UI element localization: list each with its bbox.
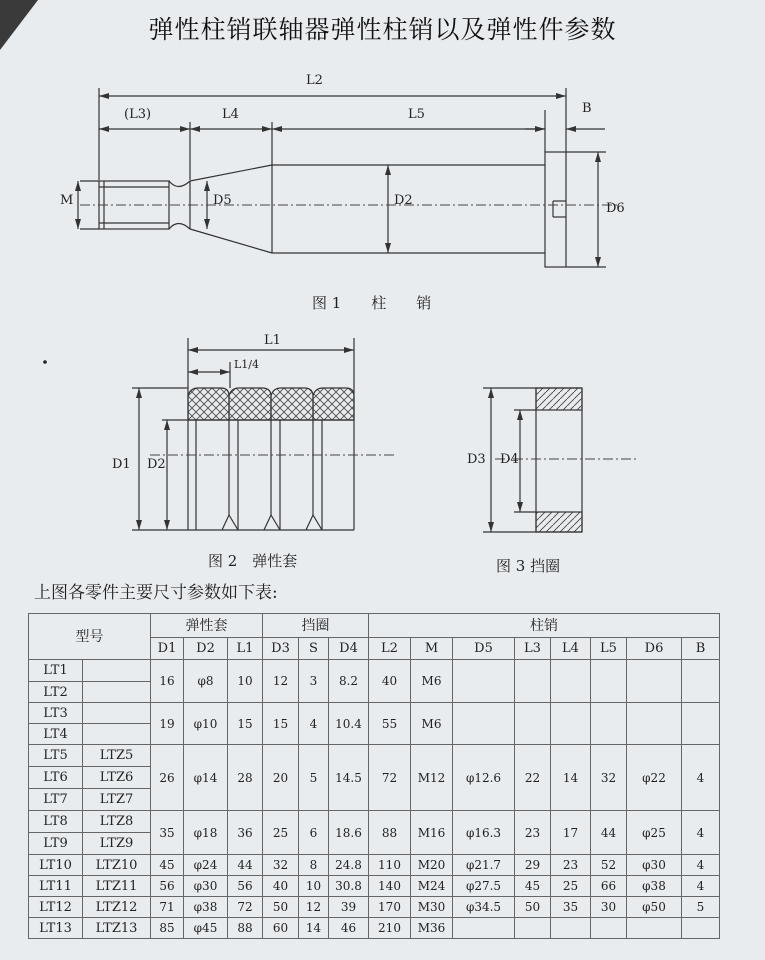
cell-d1: 35 xyxy=(151,811,184,855)
cell-d2: φ8 xyxy=(184,660,228,703)
cell-d6 xyxy=(627,703,682,745)
cell-d6: φ50 xyxy=(627,897,682,918)
col-header: L3 xyxy=(515,638,551,660)
col-header: D6 xyxy=(627,638,682,660)
model-ltz-cell: LTZ10 xyxy=(83,855,151,876)
dim-D4-label: D4 xyxy=(500,452,519,467)
dim-D2-label: D2 xyxy=(394,193,413,208)
cell-l1: 36 xyxy=(228,811,263,855)
model-ltz-cell: LTZ11 xyxy=(83,876,151,897)
cell-m: M30 xyxy=(411,897,453,918)
cell-m: M12 xyxy=(411,745,453,811)
cell-l3: 29 xyxy=(515,855,551,876)
cell-d2: φ10 xyxy=(184,703,228,745)
model-ltz-cell xyxy=(83,724,151,745)
model-lt-cell: LT5 xyxy=(29,745,83,767)
cell-l4 xyxy=(551,918,591,939)
cell-s: 12 xyxy=(299,897,329,918)
cell-m: M16 xyxy=(411,811,453,855)
cell-d1: 85 xyxy=(151,918,184,939)
cell-d4: 18.6 xyxy=(329,811,369,855)
cell-l3 xyxy=(515,660,551,703)
cell-d4: 10.4 xyxy=(329,703,369,745)
col-header: B xyxy=(682,638,720,660)
model-ltz-cell: LTZ12 xyxy=(83,897,151,918)
group-pin: 柱销 xyxy=(369,614,720,638)
cell-d6: φ30 xyxy=(627,855,682,876)
model-ltz-cell: LTZ7 xyxy=(83,789,151,811)
cell-l1: 88 xyxy=(228,918,263,939)
cell-d3: 25 xyxy=(263,811,299,855)
col-header: D1 xyxy=(151,638,184,660)
cell-d6: φ22 xyxy=(627,745,682,811)
cell-l4 xyxy=(551,703,591,745)
col-header: L1 xyxy=(228,638,263,660)
cell-s: 4 xyxy=(299,703,329,745)
model-lt-cell: LT1 xyxy=(29,660,83,682)
cell-l3 xyxy=(515,918,551,939)
model-ltz-cell xyxy=(83,660,151,682)
cell-d2: φ18 xyxy=(184,811,228,855)
table-row xyxy=(29,660,720,682)
model-ltz-cell: LTZ6 xyxy=(83,767,151,789)
cell-d6 xyxy=(627,918,682,939)
cell-l5 xyxy=(591,918,627,939)
cell-m: M6 xyxy=(411,703,453,745)
cell-l1: 44 xyxy=(228,855,263,876)
cell-d1: 71 xyxy=(151,897,184,918)
cell-l2: 40 xyxy=(369,660,411,703)
cell-b: 4 xyxy=(682,811,720,855)
cell-d3: 60 xyxy=(263,918,299,939)
cell-l4: 25 xyxy=(551,876,591,897)
cell-d1: 56 xyxy=(151,876,184,897)
cell-d2: φ14 xyxy=(184,745,228,811)
table-row xyxy=(29,745,720,767)
cell-l5: 30 xyxy=(591,897,627,918)
col-header: M xyxy=(411,638,453,660)
col-header: D4 xyxy=(329,638,369,660)
cell-b: 4 xyxy=(682,745,720,811)
model-ltz-cell: LTZ8 xyxy=(83,811,151,833)
col-header: D5 xyxy=(453,638,515,660)
cell-l3: 50 xyxy=(515,897,551,918)
figure-2-caption: 图 2 弹性套 xyxy=(208,552,298,570)
dim-M-label: M xyxy=(60,193,74,208)
dim-L1-label: L1 xyxy=(264,333,281,348)
col-header: S xyxy=(299,638,329,660)
dim-B-label: B xyxy=(582,101,592,116)
cell-l5: 52 xyxy=(591,855,627,876)
cell-m: M6 xyxy=(411,660,453,703)
dim-L4-label: L4 xyxy=(222,107,239,122)
cell-l2: 210 xyxy=(369,918,411,939)
group-elastic-sleeve: 弹性套 xyxy=(151,614,263,638)
cell-d4: 30.8 xyxy=(329,876,369,897)
dim-D6-label: D6 xyxy=(606,201,625,216)
table-row xyxy=(29,897,720,918)
page-title: 弹性柱销联轴器弹性柱销以及弹性件参数 xyxy=(148,15,617,44)
table-row xyxy=(29,811,720,833)
cell-b xyxy=(682,918,720,939)
cell-s: 3 xyxy=(299,660,329,703)
col-header: L4 xyxy=(551,638,591,660)
cell-b: 4 xyxy=(682,855,720,876)
table-group-header-row xyxy=(29,614,720,638)
cell-l2: 140 xyxy=(369,876,411,897)
cell-l3: 45 xyxy=(515,876,551,897)
cell-l2: 88 xyxy=(369,811,411,855)
cell-d2: φ30 xyxy=(184,876,228,897)
cell-d2: φ38 xyxy=(184,897,228,918)
cell-l2: 55 xyxy=(369,703,411,745)
cell-d6: φ38 xyxy=(627,876,682,897)
group-retaining-ring: 挡圈 xyxy=(263,614,369,638)
model-lt-cell: LT8 xyxy=(29,811,83,833)
model-ltz-cell xyxy=(83,682,151,703)
parameter-table xyxy=(28,613,720,939)
table-row xyxy=(29,703,720,724)
table-row xyxy=(29,855,720,876)
model-ltz-cell: LTZ9 xyxy=(83,833,151,855)
cell-l4 xyxy=(551,660,591,703)
cell-s: 8 xyxy=(299,855,329,876)
model-lt-cell: LT6 xyxy=(29,767,83,789)
cell-d4: 14.5 xyxy=(329,745,369,811)
cell-d3: 15 xyxy=(263,703,299,745)
cell-d4: 24.8 xyxy=(329,855,369,876)
model-lt-cell: LT4 xyxy=(29,724,83,745)
cell-d1: 19 xyxy=(151,703,184,745)
figure-1-caption: 图 1 柱 销 xyxy=(312,294,432,312)
col-header: D3 xyxy=(263,638,299,660)
cell-m: M24 xyxy=(411,876,453,897)
model-ltz-cell: LTZ13 xyxy=(83,918,151,939)
col-header: L2 xyxy=(369,638,411,660)
cell-d6 xyxy=(627,660,682,703)
cell-d1: 45 xyxy=(151,855,184,876)
table-intro-text: 上图各零件主要尺寸参数如下表: xyxy=(34,583,278,603)
model-lt-cell: LT13 xyxy=(29,918,83,939)
col-header: L5 xyxy=(591,638,627,660)
cell-l1: 10 xyxy=(228,660,263,703)
cell-m: M36 xyxy=(411,918,453,939)
cell-d6: φ25 xyxy=(627,811,682,855)
cell-d5 xyxy=(453,660,515,703)
dim-D5-label: D5 xyxy=(213,193,232,208)
dim-L1-quarter-label: L1/4 xyxy=(234,358,260,371)
cell-l5 xyxy=(591,660,627,703)
cell-m: M20 xyxy=(411,855,453,876)
cell-s: 5 xyxy=(299,745,329,811)
cell-l5: 66 xyxy=(591,876,627,897)
cell-l2: 170 xyxy=(369,897,411,918)
cell-d4: 39 xyxy=(329,897,369,918)
table-row xyxy=(29,876,720,897)
dim-L2-label: L2 xyxy=(306,73,323,88)
cell-l4: 17 xyxy=(551,811,591,855)
table-row xyxy=(29,918,720,939)
cell-l4: 23 xyxy=(551,855,591,876)
model-lt-cell: LT11 xyxy=(29,876,83,897)
figure-3-caption: 图 3 挡圈 xyxy=(496,557,561,575)
dim-L5-label: L5 xyxy=(408,107,425,122)
dim-D2-sleeve-label: D2 xyxy=(147,457,166,472)
model-lt-cell: LT12 xyxy=(29,897,83,918)
cell-l5: 44 xyxy=(591,811,627,855)
cell-s: 10 xyxy=(299,876,329,897)
dim-D3-label: D3 xyxy=(467,452,486,467)
cell-b: 4 xyxy=(682,876,720,897)
cell-l5 xyxy=(591,703,627,745)
model-ltz-cell xyxy=(83,703,151,724)
cell-l3: 23 xyxy=(515,811,551,855)
cell-s: 14 xyxy=(299,918,329,939)
cell-d4: 46 xyxy=(329,918,369,939)
model-ltz-cell: LTZ5 xyxy=(83,745,151,767)
cell-s: 6 xyxy=(299,811,329,855)
cell-d5: φ12.6 xyxy=(453,745,515,811)
cell-l1: 15 xyxy=(228,703,263,745)
cell-b: 5 xyxy=(682,897,720,918)
model-lt-cell: LT7 xyxy=(29,789,83,811)
cell-l4: 14 xyxy=(551,745,591,811)
cell-d2: φ24 xyxy=(184,855,228,876)
model-header: 型号 xyxy=(29,614,151,660)
cell-d3: 40 xyxy=(263,876,299,897)
table-body xyxy=(29,660,720,939)
cell-d1: 26 xyxy=(151,745,184,811)
cell-l1: 28 xyxy=(228,745,263,811)
cell-d5: φ34.5 xyxy=(453,897,515,918)
cell-d1: 16 xyxy=(151,660,184,703)
dim-D1-label: D1 xyxy=(112,457,131,472)
model-lt-cell: LT3 xyxy=(29,703,83,724)
model-lt-cell: LT10 xyxy=(29,855,83,876)
col-header: D2 xyxy=(184,638,228,660)
cell-d5: φ27.5 xyxy=(453,876,515,897)
cell-d3: 32 xyxy=(263,855,299,876)
cell-l1: 72 xyxy=(228,897,263,918)
cell-l3 xyxy=(515,703,551,745)
cell-l3: 22 xyxy=(515,745,551,811)
cell-l2: 110 xyxy=(369,855,411,876)
model-lt-cell: LT2 xyxy=(29,682,83,703)
cell-l2: 72 xyxy=(369,745,411,811)
cell-b xyxy=(682,703,720,745)
cell-d4: 8.2 xyxy=(329,660,369,703)
dim-L3-label: (L3) xyxy=(124,107,152,122)
cell-b xyxy=(682,660,720,703)
cell-d3: 20 xyxy=(263,745,299,811)
cell-d3: 50 xyxy=(263,897,299,918)
cell-d2: φ45 xyxy=(184,918,228,939)
cell-d5: φ16.3 xyxy=(453,811,515,855)
cell-d5: φ21.7 xyxy=(453,855,515,876)
model-lt-cell: LT9 xyxy=(29,833,83,855)
cell-l5: 32 xyxy=(591,745,627,811)
cell-d3: 12 xyxy=(263,660,299,703)
cell-l4: 35 xyxy=(551,897,591,918)
cell-d5 xyxy=(453,918,515,939)
cell-d5 xyxy=(453,703,515,745)
cell-l1: 56 xyxy=(228,876,263,897)
